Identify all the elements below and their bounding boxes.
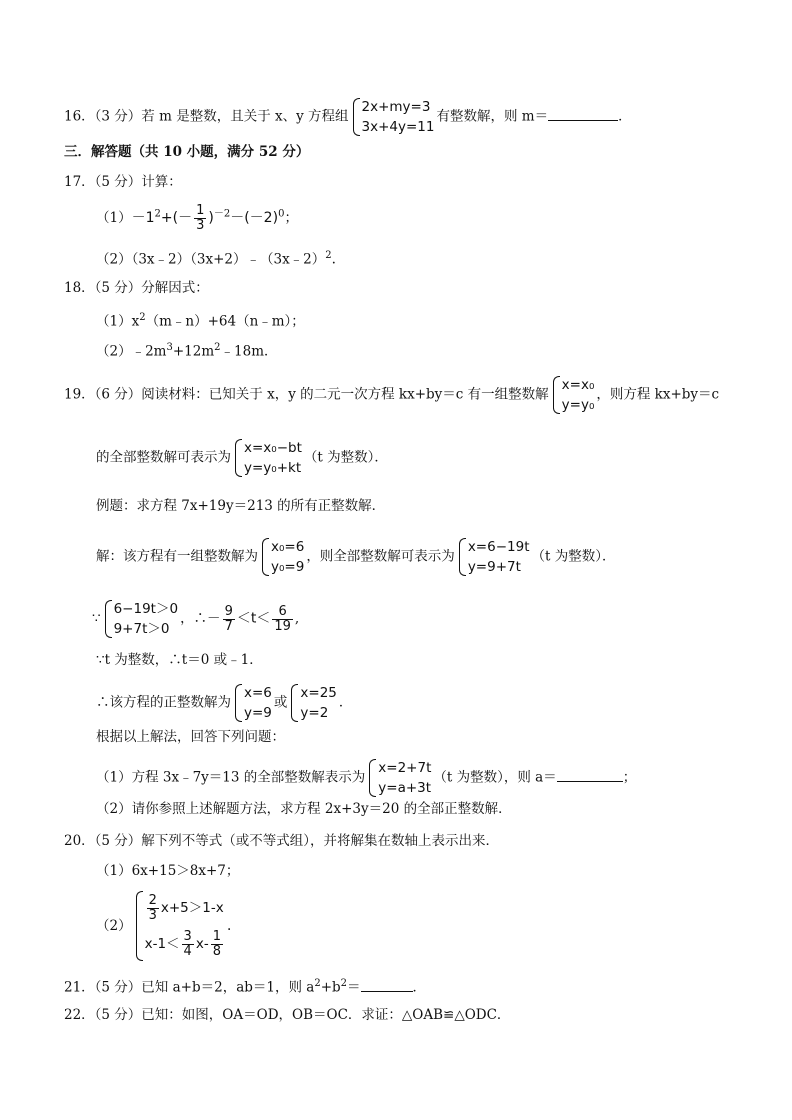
q17-part2: [96, 247, 336, 269]
q16-end: ．: [618, 108, 632, 125]
q19-frac2: [272, 605, 293, 634]
q17-p1-exp2: －2: [213, 208, 231, 220]
q19-l2-eq2: y=y₀+kt: [244, 460, 302, 476]
q19-frac2-den: 19: [274, 618, 291, 634]
q20-r2-frac2-num: 1: [212, 928, 221, 944]
q17-p1-label: （1）: [96, 210, 132, 226]
q20-row1: [145, 890, 225, 926]
q18-head: 18．（5 分）分解因式：: [64, 280, 209, 296]
q19-solution: [96, 537, 615, 577]
q19-pos-or: 或: [273, 694, 288, 711]
q19-a1-pre: （1）方程 3x﹣7y＝13 的全部整数解表示为: [96, 769, 366, 786]
q19-tline: ∵t 为整数，∴t＝0 或﹣1．: [96, 652, 263, 668]
q19-a1-eq2: y=a+3t: [378, 780, 432, 796]
q21-b: +b: [320, 979, 341, 996]
q21-line: [64, 975, 426, 997]
q17-p1-exp1: 2: [154, 208, 161, 220]
q17-p2-text: （2）（3x﹣2）（3x+2）﹣（3x﹣2）: [96, 251, 326, 268]
q21-exp1: 2: [314, 978, 321, 989]
q19-pos-pre: ∴该方程的正整数解为: [96, 694, 231, 711]
q19-pos-eq2: y=9: [244, 705, 272, 721]
q19-answer2: （2）请你参照上述解题方法，求方程 2x+3y＝20 的全部正整数解．: [96, 801, 512, 817]
q19-ineq2: 9+7t＞0: [113, 621, 170, 637]
q19-sol-pre: 解：该方程有一组整数解为: [96, 548, 258, 565]
q17-p1-term3: －(－2): [230, 210, 279, 226]
q17-p2-exp: 2: [325, 250, 332, 261]
q20-head: 20．（5 分）解下列不等式（或不等式组），并将解集在数轴上表示出来．: [64, 833, 500, 849]
q20-r1-rest: x+5＞1-x: [160, 900, 224, 916]
q19-pos-eq3: x=25: [300, 685, 337, 701]
q17-p1-term2: +(－: [160, 210, 193, 226]
q19-sol-post: （t 为整数）．: [531, 548, 616, 565]
q20-r2-frac1-den: 4: [183, 943, 192, 959]
q17-p2-end: .: [331, 251, 336, 268]
q19-ask: 根据以上解法，回答下列问题：: [96, 729, 285, 745]
q16-eq2: 3x+4y=11: [361, 119, 435, 135]
q17-p1-fraction: [194, 204, 206, 233]
q17-part1: [96, 204, 298, 233]
q19-ineq-mid: ＜t＜: [236, 610, 271, 627]
q19-a1-answer-blank[interactable]: [557, 769, 623, 782]
q20-row2: [145, 926, 225, 962]
q18-part1: [96, 309, 305, 331]
q19-frac1-num: 9: [224, 603, 233, 619]
q19-l1-eq1: x=x₀: [561, 377, 595, 393]
q20-r1-frac: [147, 894, 159, 923]
q18-p1-exp: 2: [139, 312, 146, 323]
q19-frac2-num: 6: [272, 605, 293, 620]
q18-p2-exp1: 3: [166, 342, 173, 353]
q19-pos-eq4: y=2: [300, 705, 329, 721]
q19-sol-eq2: y₀=9: [271, 559, 305, 575]
q18-p2-a: （2）﹣2m: [96, 343, 167, 360]
q19-sol-system2: [457, 537, 530, 577]
q17-p1-term1: －1: [131, 210, 155, 226]
q19-pos-end: ．: [338, 694, 353, 711]
q19-answer1: [96, 758, 636, 798]
q19-sol-eq3: x=6−19t: [467, 539, 530, 555]
q16-prefix: 16．（3 分）若 m 是整数，且关于 x、y 方程组: [64, 108, 349, 125]
q21-end: ．: [412, 979, 427, 996]
q20-r2-frac1-num: 3: [183, 928, 192, 944]
q18-p1-a: （1）x: [96, 313, 140, 330]
q19-therefore: ，∴－: [180, 610, 221, 627]
q19-pos-system1: [233, 683, 272, 723]
q20-r2-a: x-1＜: [144, 936, 180, 952]
q19-example: 例题：求方程 7x+19y＝213 的所有正整数解．: [96, 498, 386, 514]
q19-pos-system2: [289, 683, 336, 723]
q17-p1-exp3: 0: [278, 208, 285, 220]
q17-p1-frac-den: 3: [196, 218, 205, 233]
q16-answer-blank[interactable]: [548, 108, 618, 121]
q21-answer-blank[interactable]: [361, 979, 413, 992]
q19-sol-eq4: y=9+7t: [467, 559, 521, 575]
q19-ineq1: 6−19t＞0: [113, 601, 179, 617]
q18-p1-b: （m﹣n）+64（n﹣m）；: [145, 313, 305, 330]
q19-l2-system: [233, 438, 302, 478]
q20-r2-frac2-den: 8: [212, 943, 221, 959]
q21-a: 21．（5 分）已知 a+b＝2，ab＝1，则 a: [64, 979, 315, 996]
q19-positive: [96, 683, 352, 723]
q19-line1: [64, 375, 719, 415]
q16-line: [64, 97, 632, 137]
q19-line2: [96, 438, 388, 478]
q19-l2-pre: 的全部整数解可表示为: [96, 449, 231, 466]
q19-ineq-end: ,: [294, 610, 300, 627]
q20-part2: [96, 890, 231, 962]
q19-sol-system1: [260, 537, 304, 577]
q20-r2-frac2: [211, 930, 223, 959]
q19-a1-end: ；: [622, 769, 637, 786]
q21-c: ＝: [347, 979, 361, 996]
q19-l1-eq2: y=y₀: [561, 397, 595, 413]
q20-p2-label: （2）: [96, 918, 132, 934]
q20-r1-frac-num: 2: [148, 892, 157, 908]
q20-system: [134, 890, 225, 962]
q20-part1: （1）6x+15＞8x+7；: [96, 863, 240, 879]
q19-l2-post: （t 为整数）．: [303, 449, 388, 466]
q17-p1-paren: ): [208, 210, 214, 226]
q16-system: [351, 97, 435, 137]
q18-p2-b: +12m: [172, 343, 215, 360]
q19-a1-system: [367, 758, 431, 798]
q18-p2-exp2: 2: [214, 342, 221, 353]
q20-r2-frac1: [182, 930, 194, 959]
q19-because-symbol: ∵: [92, 610, 101, 627]
q18-part2: [96, 339, 278, 361]
q17-p1-end: ；: [284, 210, 298, 226]
q19-pos-eq1: x=6: [244, 685, 272, 701]
q19-inequality: [92, 599, 299, 639]
q21-exp2: 2: [340, 978, 348, 989]
q18-p2-c: ﹣18m．: [220, 343, 278, 360]
q19-frac1: [223, 605, 235, 634]
q19-sol-eq1: x₀=6: [271, 539, 305, 555]
q16-suffix: 有整数解，则 m＝: [436, 108, 549, 125]
q19-frac1-den: 7: [224, 618, 233, 634]
q19-ineq-system: [103, 599, 178, 639]
q19-l1-post: ，则方程 kx+by＝c: [596, 386, 720, 403]
q19-l2-eq1: x=x₀−bt: [244, 440, 302, 456]
q22-line: 22．（5 分）已知：如图，OA＝OD，OB＝OC．求证：△OAB≌△ODC．: [64, 1007, 511, 1023]
q20-p2-end: .: [226, 918, 232, 934]
q19-a1-post: （t 为整数），则 a＝: [433, 769, 557, 786]
section3-title: 三．解答题（共 10 小题，满分 52 分）: [64, 144, 310, 160]
q19-a1-eq1: x=2+7t: [378, 760, 432, 776]
q17-head: 17．（5 分）计算：: [64, 174, 182, 190]
q19-sol-mid: ，则全部整数解可表示为: [306, 548, 455, 565]
q19-l1-system: [551, 375, 595, 415]
q19-l1-pre: 19．（6 分）阅读材料：已知关于 x，y 的二元一次方程 kx+by＝c 有一组整数解: [64, 386, 549, 403]
q16-eq1: 2x+my=3: [361, 99, 431, 115]
q20-r1-frac-den: 3: [148, 907, 157, 923]
q17-p1-frac-num: 1: [196, 203, 205, 218]
q20-r2-b: x-: [195, 936, 209, 952]
